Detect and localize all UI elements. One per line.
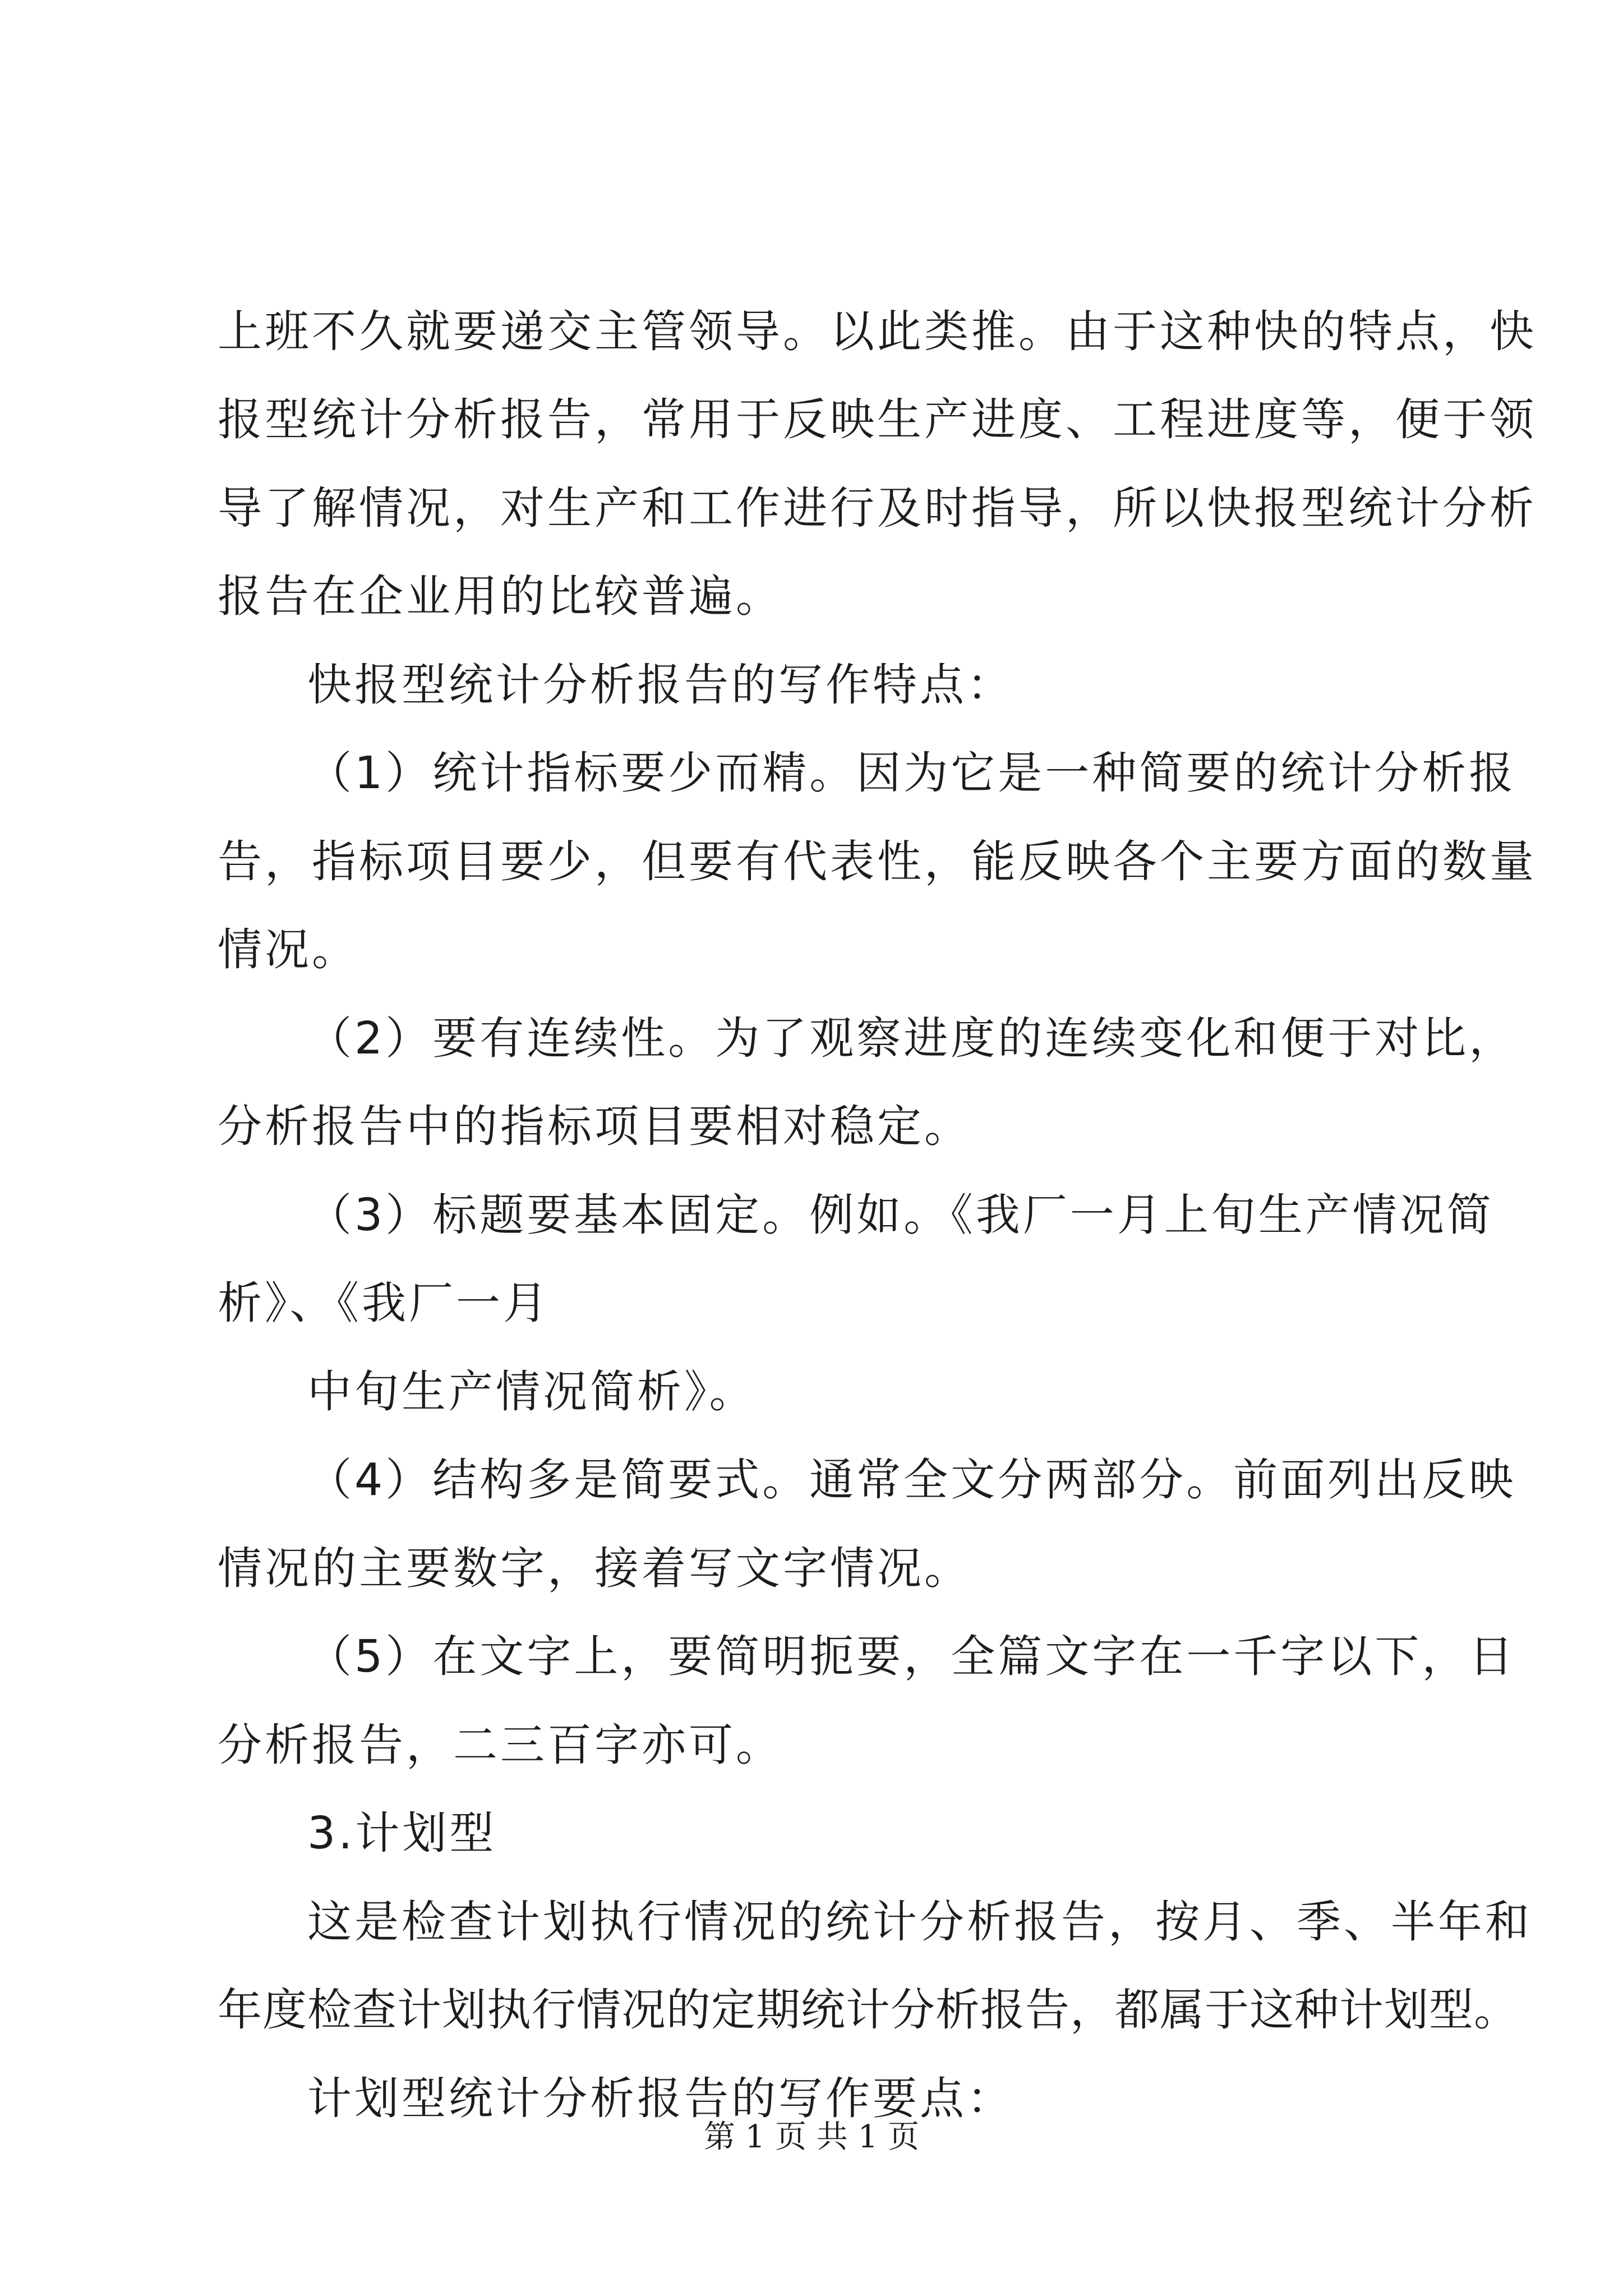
paragraph-line: 分析报告中的指标项目要相对稳定。 (218, 1101, 971, 1152)
paragraph-line: （1）统计指标要少而精。因为它是一种简要的统计分析报 (307, 747, 1516, 799)
page-number-footer: 第 1 页 共 1 页 (703, 2119, 920, 2155)
paragraph-line: 分析报告，二三百字亦可。 (218, 1719, 783, 1771)
paragraph-line: （2）要有连续性。为了观察进度的连续变化和便于对比， (307, 1013, 1516, 1064)
paragraph-line: 情况。 (218, 924, 359, 976)
paragraph-line: 计划型统计分析报告的写作要点： (307, 2073, 1014, 2124)
paragraph-line: 告，指标项目要少，但要有代表性，能反映各个主要方面的数量 (218, 836, 1537, 887)
paragraph-line: 情况的主要数字，接着写文字情况。 (218, 1543, 971, 1594)
paragraph-line: 上班不久就要递交主管领导。以此类推。由于这种快的特点，快 (218, 306, 1537, 357)
paragraph-line: 导了解情况，对生产和工作进行及时指导，所以快报型统计分析 (218, 482, 1537, 534)
paragraph-line: （4）结构多是简要式。通常全文分两部分。前面列出反映 (307, 1454, 1516, 1506)
paragraph-line: （3）标题要基本固定。例如。《我厂一月上旬生产情况简 (307, 1189, 1494, 1241)
paragraph-line: 析》、《我厂一月 (218, 1277, 550, 1329)
paragraph-line: 报告在企业用的比较普遍。 (218, 570, 783, 622)
paragraph-line: 快报型统计分析报告的写作特点： (307, 659, 1014, 711)
paragraph-line: 中旬生产情况简析》。 (307, 1366, 757, 1418)
paragraph-line: 报型统计分析报告，常用于反映生产进度、工程进度等，便于领 (218, 394, 1537, 445)
paragraph-line: 这是检查计划执行情况的统计分析报告，按月、季、半年和 (307, 1896, 1532, 1948)
section-heading: 3.计划型 (307, 1807, 497, 1859)
paragraph-line: （5）在文字上，要简明扼要，全篇文字在一千字以下，日 (307, 1631, 1516, 1682)
paragraph-line: 年度检查计划执行情况的定期统计分析报告，都属于这种计划型。 (218, 1984, 1519, 2036)
